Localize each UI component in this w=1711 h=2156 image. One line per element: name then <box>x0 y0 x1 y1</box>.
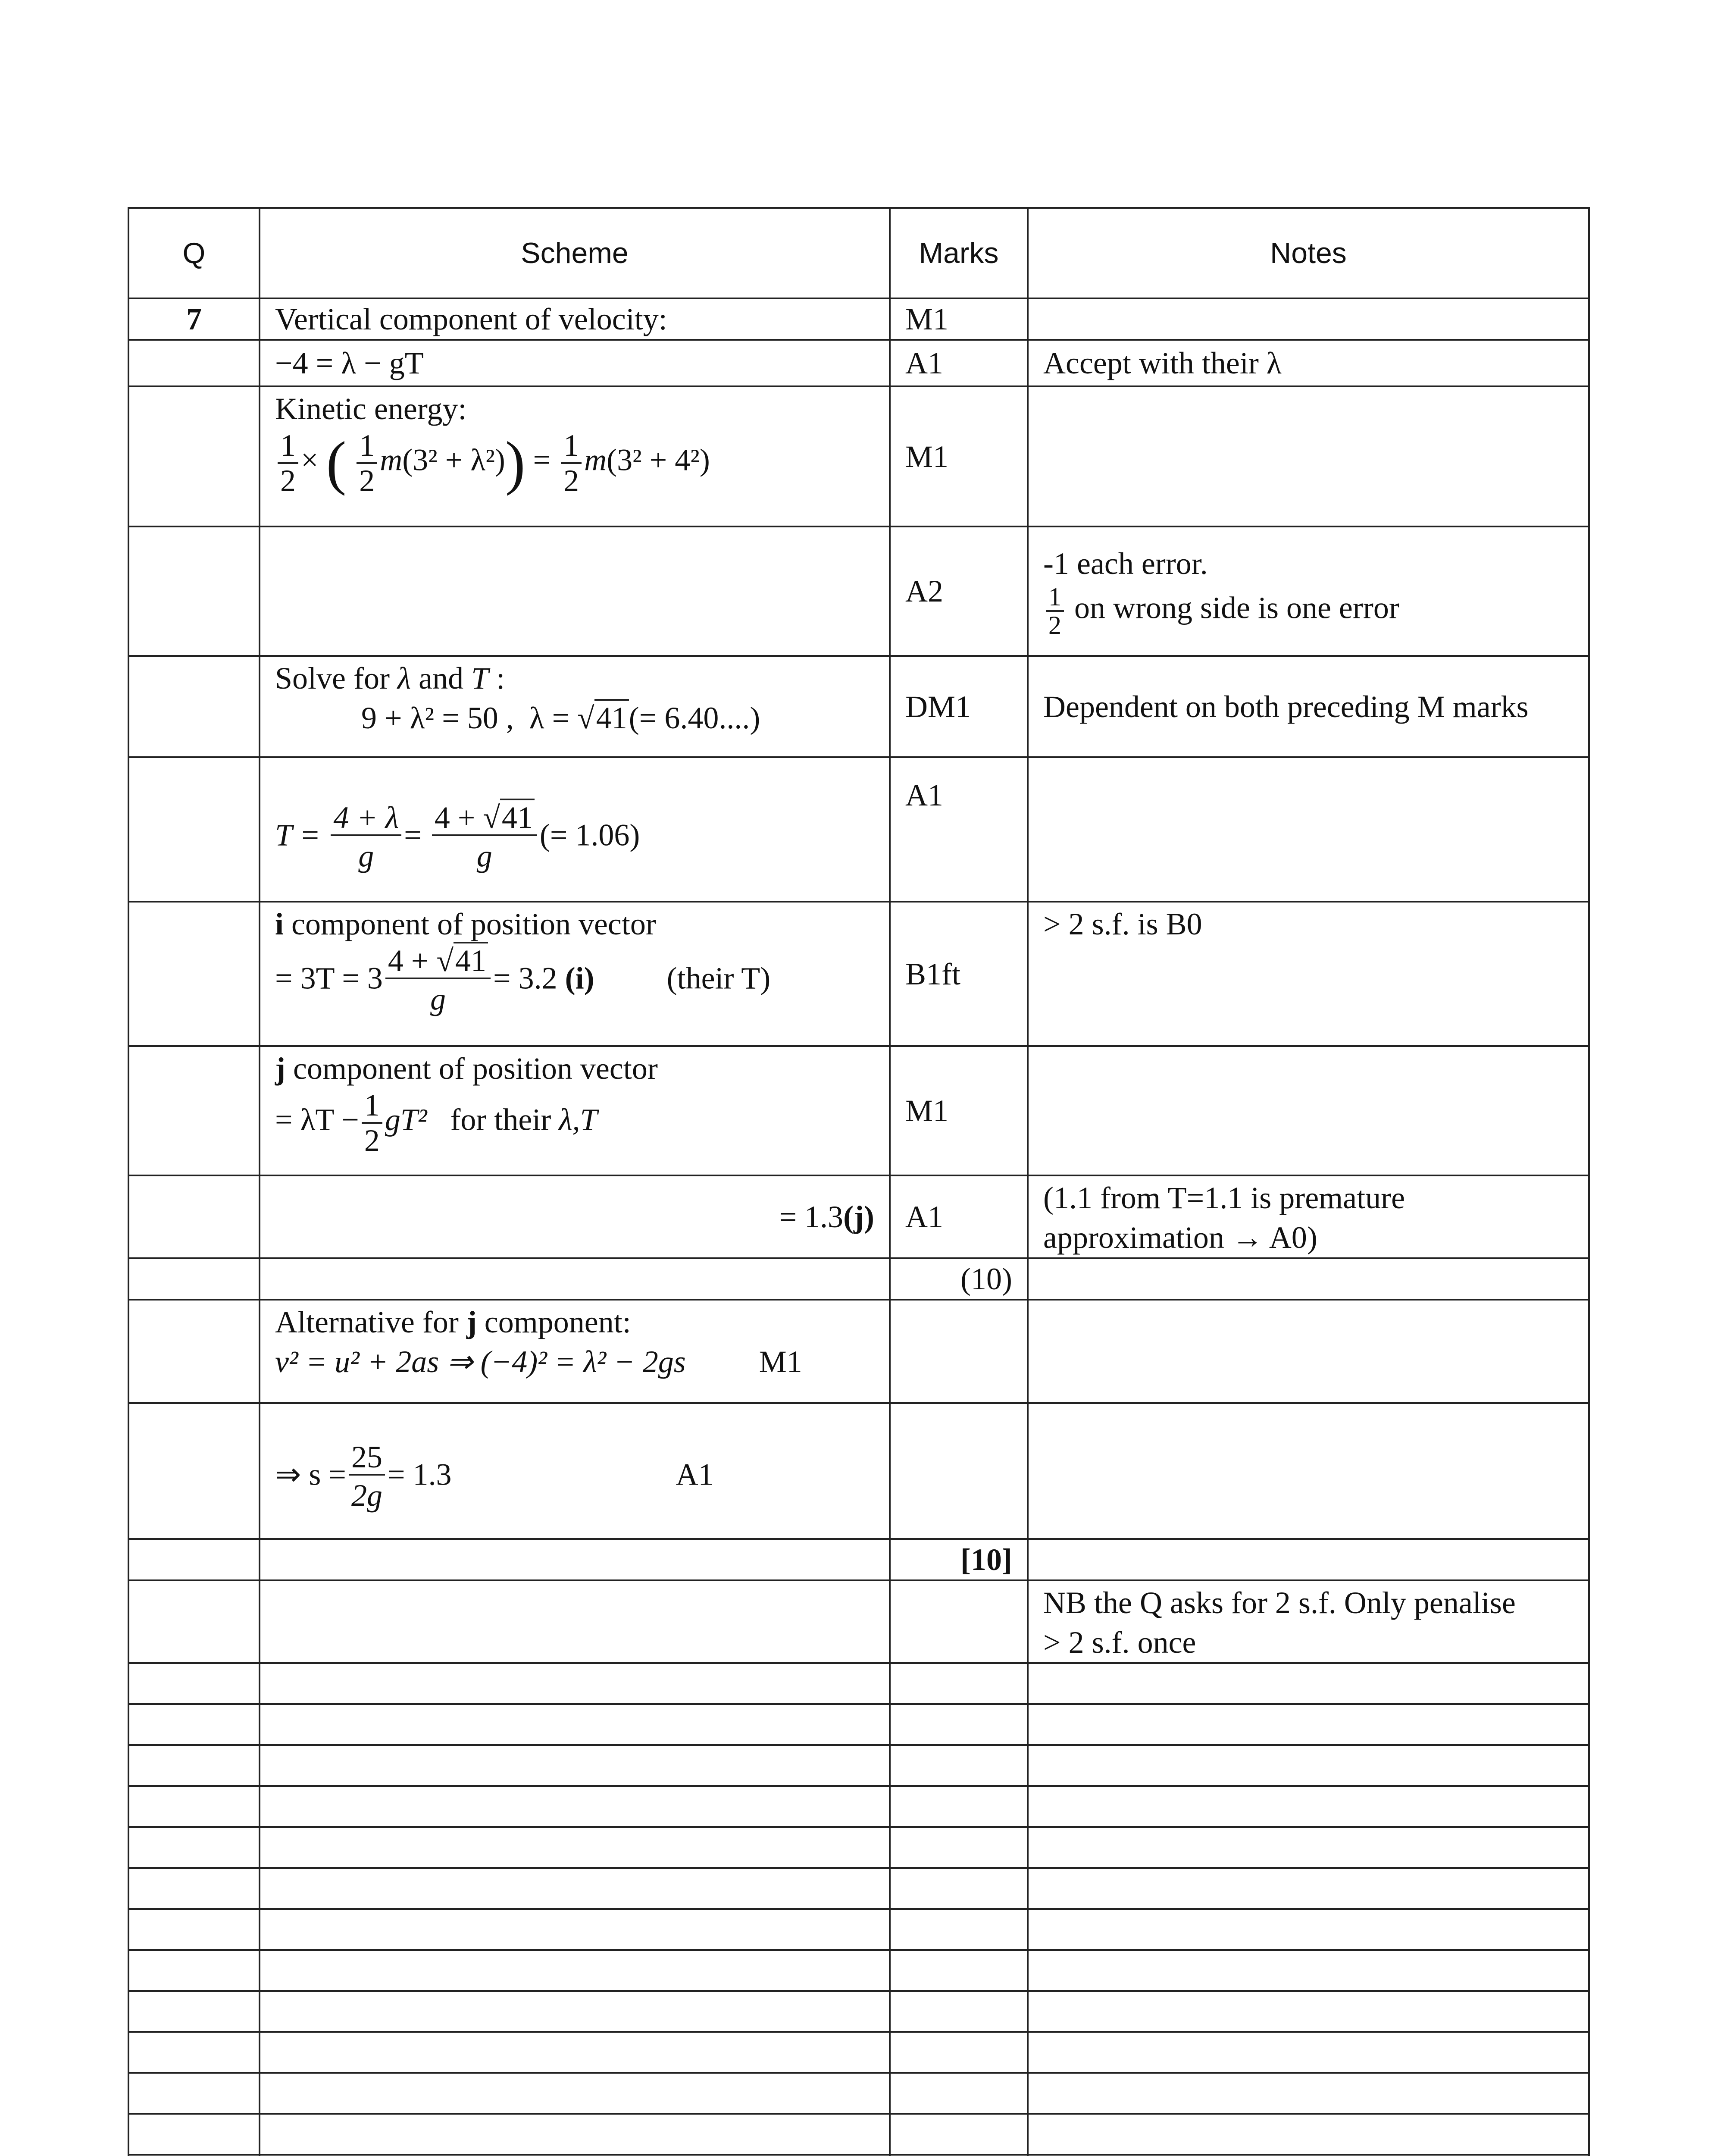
frac-num: 25 <box>349 1440 385 1476</box>
frac-num: 4 + <box>388 943 429 978</box>
frac-num: 1 <box>362 1088 382 1124</box>
notes-cell <box>1028 526 1589 656</box>
empty-row <box>128 2114 1589 2155</box>
label-text: and <box>419 661 464 696</box>
sqrt-radicand: 41 <box>594 699 629 735</box>
empty-row <box>128 1909 1589 1950</box>
frac-num: 1 <box>1046 583 1064 612</box>
table-row <box>128 1580 1589 1663</box>
empty-row <box>128 1827 1589 1868</box>
label-text: for their <box>450 1102 551 1137</box>
equation-part: = 3.2 <box>493 961 557 996</box>
empty-row <box>128 2073 1589 2114</box>
table-row <box>128 1403 1589 1539</box>
frac-den: 2 <box>280 464 296 498</box>
frac-den: g <box>358 838 374 873</box>
sqrt-radicand: 41 <box>500 799 535 835</box>
frac-num: 4 + λ <box>333 800 399 835</box>
marks-cell: (10) <box>890 1258 1028 1300</box>
marks-cell <box>890 1403 1028 1539</box>
empty-row <box>128 1868 1589 1909</box>
scheme-cell <box>260 1175 890 1258</box>
empty-row <box>128 1950 1589 1991</box>
marks-cell: [10] <box>890 1539 1028 1580</box>
equation-part: ⇒ s = <box>275 1457 346 1492</box>
scheme-cell: −4 = λ − gT <box>260 340 890 386</box>
table-row <box>128 757 1589 902</box>
sqrt-radicand: 41 <box>454 942 488 978</box>
frac-den: 2 <box>563 464 579 498</box>
label-text: component of position vector <box>285 1051 658 1086</box>
notes-cell <box>1028 1046 1589 1175</box>
table-row <box>128 1175 1589 1258</box>
table-row <box>128 526 1589 656</box>
marks-cell: A2 <box>890 526 1028 656</box>
note-line: > 2 s.f. once <box>1043 1625 1196 1660</box>
alternative-equation <box>275 1342 874 1382</box>
notes-cell <box>1028 1300 1589 1403</box>
inline-mark: M1 <box>759 1344 802 1379</box>
frac-den: g <box>476 838 492 873</box>
equation-part: v² = u² + 2as ⇒ (−4)² = λ² − 2gs <box>275 1344 686 1379</box>
label-text: Alternative for <box>275 1305 459 1339</box>
j-component-label <box>275 1049 874 1088</box>
notes-cell <box>1028 1580 1589 1663</box>
marks-cell <box>890 1300 1028 1403</box>
q-cell <box>128 526 260 656</box>
lambda-symbol: λ <box>397 661 411 696</box>
table-row <box>128 1258 1589 1300</box>
equation-part: gT² <box>385 1102 427 1137</box>
notes-cell <box>1028 298 1589 340</box>
frac-num: 1 <box>278 429 298 464</box>
scheme-cell <box>260 656 890 757</box>
table-header-row <box>128 208 1589 298</box>
equation-part: T = <box>275 818 321 852</box>
table-row <box>128 902 1589 1046</box>
bold-vector: i <box>275 907 284 941</box>
notes-cell: Accept with their λ <box>1028 340 1589 386</box>
scheme-cell <box>260 526 890 656</box>
T-symbol: T <box>471 661 489 696</box>
marks-cell: A1 <box>890 1175 1028 1258</box>
table-row <box>128 656 1589 757</box>
equation-part: λ = <box>529 701 570 735</box>
note-line: -1 each error. <box>1043 546 1208 581</box>
empty-row <box>128 2032 1589 2073</box>
scheme-cell <box>260 1539 890 1580</box>
equation-part: (= 1.06) <box>539 818 640 852</box>
empty-row <box>128 1663 1589 1704</box>
scheme-cell <box>260 902 890 1046</box>
note-line: approximation → A0) <box>1043 1220 1317 1255</box>
header-marks: Marks <box>890 208 1028 298</box>
table-row <box>128 340 1589 386</box>
marks-cell: M1 <box>890 386 1028 526</box>
marks-cell: A1 <box>890 757 1028 902</box>
equation-part: = λT − <box>275 1102 359 1137</box>
scheme-cell <box>260 1580 890 1663</box>
equation-part: 9 + λ² = 50 , <box>361 701 514 735</box>
equation-part: λ,T <box>559 1102 597 1137</box>
table-row <box>128 386 1589 526</box>
q-cell <box>128 386 260 526</box>
notes-cell: Dependent on both preceding M marks <box>1028 656 1589 757</box>
notes-cell <box>1028 1258 1589 1300</box>
equation-part: = 1.3 <box>387 1457 452 1492</box>
bold-vector: j <box>466 1305 477 1339</box>
notes-cell <box>1028 1403 1589 1539</box>
table-row <box>128 298 1589 340</box>
marks-cell <box>890 1580 1028 1663</box>
their-note: (their T) <box>666 961 771 996</box>
q-cell <box>128 757 260 902</box>
table-row <box>128 1539 1589 1580</box>
s-equation <box>275 1440 874 1515</box>
kinetic-energy-label: Kinetic energy: <box>275 392 467 426</box>
rhs-expression: (3² + 4²) <box>607 442 710 477</box>
frac-num: 4 + <box>434 800 475 835</box>
i-component-equation: = 3T = 3 $\frac{4 + √41}{g}= 3.2$ (i) (their T) <box>275 944 874 1019</box>
mass-symbol: m <box>584 442 607 477</box>
empty-row <box>128 1745 1589 1786</box>
label-text: component of position vector <box>284 907 656 941</box>
frac-den: g <box>430 982 446 1016</box>
empty-row <box>128 1991 1589 2032</box>
header-scheme: Scheme <box>260 208 890 298</box>
frac-num: 1 <box>561 429 582 464</box>
bold-vector: (j) <box>843 1200 874 1234</box>
inline-mark: A1 <box>676 1457 714 1492</box>
solve-label: Solve for λ and T : <box>275 661 505 696</box>
note-text: on wrong side is one error <box>1074 590 1399 625</box>
table-row <box>128 1046 1589 1175</box>
notes-cell <box>1028 386 1589 526</box>
marks-cell: A1 <box>890 340 1028 386</box>
scheme-cell <box>260 1300 890 1403</box>
label-text: component: <box>476 1305 631 1339</box>
frac-num: 1 <box>357 429 377 464</box>
q-cell <box>128 1539 260 1580</box>
frac-den: 2 <box>359 464 375 498</box>
empty-row <box>128 1786 1589 1827</box>
equation-part: (= 6.40....) <box>629 701 760 735</box>
q-cell <box>128 656 260 757</box>
q-cell <box>128 1258 260 1300</box>
j-component-equation <box>275 1088 874 1157</box>
scheme-cell: Vertical component of velocity: <box>260 298 890 340</box>
i-component-label <box>275 904 874 944</box>
scheme-cell <box>260 757 890 902</box>
mark-scheme-table <box>128 207 1590 2156</box>
q-cell <box>128 1046 260 1175</box>
note-line: (1.1 from T=1.1 is premature <box>1043 1181 1405 1215</box>
frac-den: 2g <box>351 1478 382 1513</box>
label-text: Solve for <box>275 661 390 696</box>
T-equation: T = $\frac{4 + \lambda}{g}=$ $\frac{4 + √41}{g}(= 1.06)$ <box>275 801 874 876</box>
header-notes: Notes <box>1028 208 1589 298</box>
header-q: Q <box>128 208 260 298</box>
table-row <box>128 1300 1589 1403</box>
frac-den: 2 <box>364 1123 380 1158</box>
note-line: NB the Q asks for 2 s.f. Only penalise <box>1043 1586 1516 1620</box>
q-cell <box>128 340 260 386</box>
notes-cell <box>1028 1539 1589 1580</box>
marks-cell: M1 <box>890 1046 1028 1175</box>
bold-vector: (i) <box>565 961 594 996</box>
inner-expression: (3² + λ²) <box>402 442 505 477</box>
alternative-label <box>275 1302 874 1342</box>
q-cell <box>128 1403 260 1539</box>
frac-den: 2 <box>1048 611 1061 639</box>
empty-row <box>128 1704 1589 1745</box>
q-cell <box>128 1175 260 1258</box>
equation-part: = 3T = 3 <box>275 961 383 996</box>
equation-part: = 1.3 <box>779 1200 844 1234</box>
kinetic-energy-equation: $\frac{1}{2}$ × ( $\frac{1}{2}$ m(3² + λ²)) = $\frac{1}{2}$ m(3² + 4²) <box>275 429 874 498</box>
q-cell <box>128 1580 260 1663</box>
marks-cell: B1ft <box>890 902 1028 1046</box>
question-number: 7 <box>128 298 260 340</box>
notes-cell <box>1028 1175 1589 1258</box>
scheme-cell <box>260 1046 890 1175</box>
scheme-cell <box>260 386 890 526</box>
mass-symbol: m <box>380 442 403 477</box>
scheme-cell <box>260 1403 890 1539</box>
notes-cell <box>1028 757 1589 902</box>
note-line <box>1043 583 1573 639</box>
scheme-cell <box>260 1258 890 1300</box>
marks-cell: M1 <box>890 298 1028 340</box>
notes-cell: > 2 s.f. is B0 <box>1028 902 1589 1046</box>
bold-vector: j <box>275 1051 285 1086</box>
solve-equation: 9 + λ² = 50 , λ = √41(= 6.40....) <box>275 698 874 738</box>
q-cell <box>128 902 260 1046</box>
q-cell <box>128 1300 260 1403</box>
marks-cell: DM1 <box>890 656 1028 757</box>
